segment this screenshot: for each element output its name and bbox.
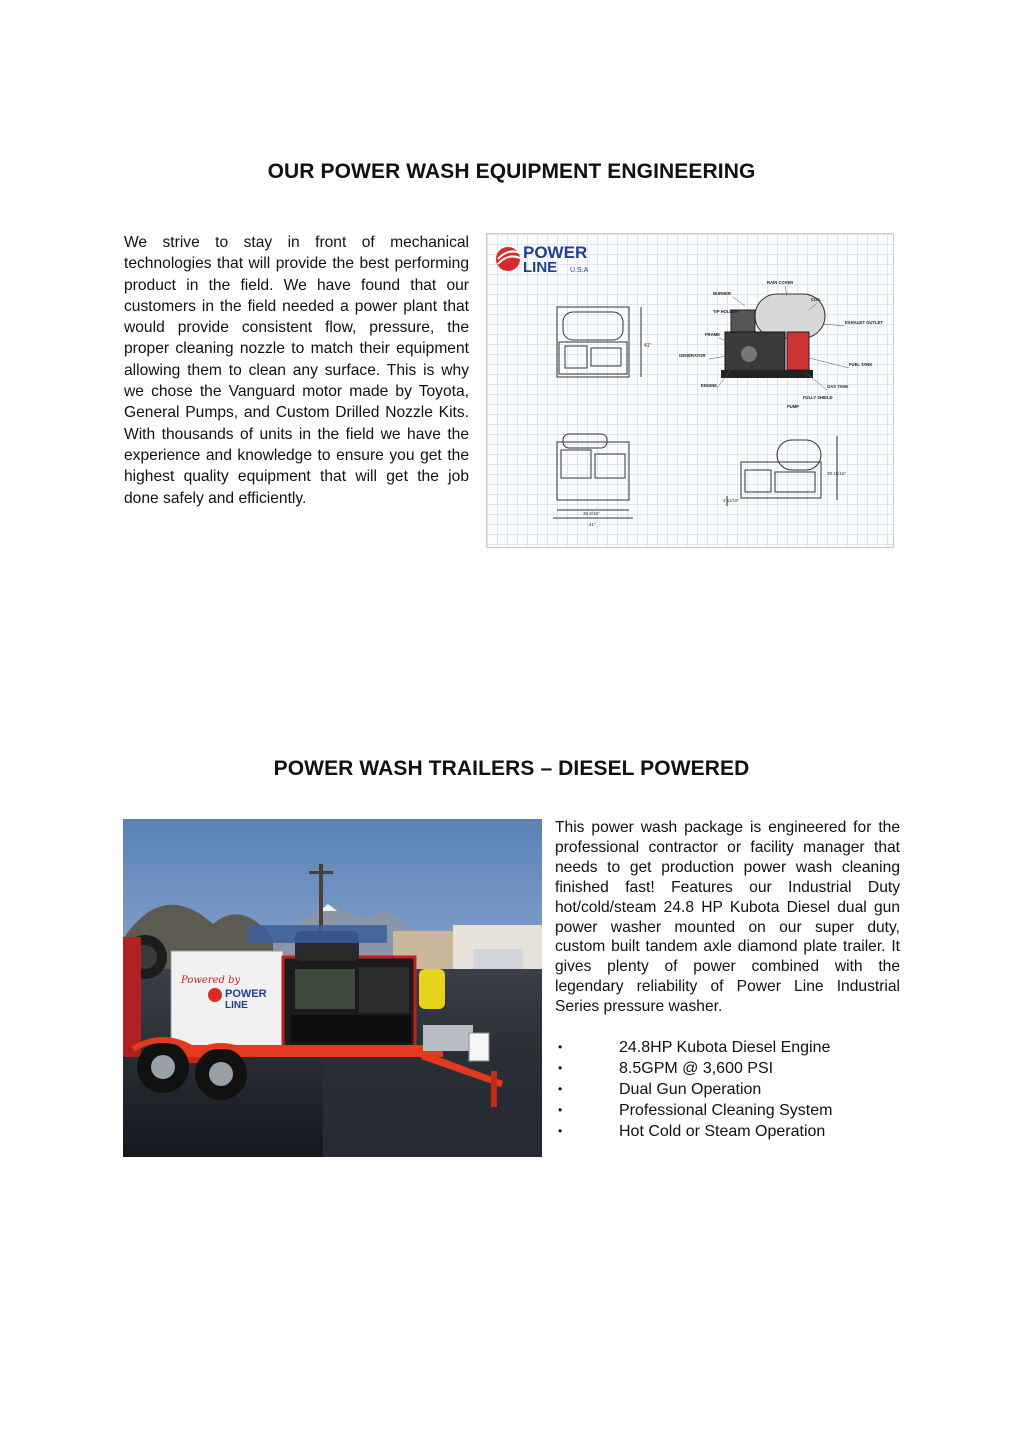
rear-view-drawing: [727, 436, 837, 506]
label-coil: COIL: [811, 297, 822, 302]
bullet-text: Hot Cold or Steam Operation: [619, 1123, 826, 1140]
bullet-text: 8.5GPM @ 3,600 PSI: [619, 1060, 774, 1077]
dim-width-a: 39 9/16": [583, 511, 600, 516]
bullet-text: Dual Gun Operation: [619, 1081, 762, 1098]
label-tip-holder: TIP HOLDER: [713, 309, 739, 314]
dim-side-small: 4 11/16": [723, 498, 740, 503]
label-engine: ENGINE: [701, 383, 718, 388]
label-generator: GENERATOR: [679, 353, 706, 358]
section-heading-trailers: POWER WASH TRAILERS – DIESEL POWERED: [273, 757, 750, 780]
label-pump: PUMP: [787, 404, 800, 409]
diesel-trailer-photo: [123, 819, 542, 1157]
feature-bullet-list: [555, 1037, 832, 1142]
bullet-text: 24.8HP Kubota Diesel Engine: [619, 1039, 831, 1056]
bullet-icon: •: [558, 1061, 563, 1075]
list-item: [555, 1121, 832, 1142]
logo-word-line: LINE: [523, 259, 558, 276]
power-line-logo: [496, 243, 589, 276]
trailer-paragraph: This power wash package is engineered for the professional contractor or facility manager that needs to get production power wash cleaning finished fast! Features our Industrial Duty hot/cold/steam 24.8 HP Kubota Diesel dual gun power washer mounted on our super duty, custom built tandem axle diamond plate trailer. It gives plenty of power combined with the legendary reliability of Power Line Industrial Series pressure washer.: [555, 819, 900, 1016]
trailer-photo-illustration: [123, 819, 542, 1157]
schematic-drawing: [487, 234, 894, 548]
side-view-drawing: [553, 434, 633, 518]
list-item: [555, 1037, 832, 1058]
label-fuel-tank: FUEL TANK: [849, 362, 873, 367]
logo-swoosh-icon: [496, 247, 520, 271]
engineering-paragraph: We strive to stay in front of mechanical technologies that will provide the best performing product in the field. We have found that our customers in the field needed a power plant that would provide consistent flow, pressure, the proper cleaning nozzle to match their equipment allowing them to clean any surface. This is why we chose the Vanguard motor made by Toyota, General Pumps, and Custom Drilled Nozzle Kits. With thousands of units in the field we have the experience and knowledge to ensure you get the highest quality equipment that will get the job done safely and efficiently.: [124, 234, 469, 507]
list-item: [555, 1100, 832, 1121]
section-heading-engineering: OUR POWER WASH EQUIPMENT ENGINEERING: [267, 160, 756, 183]
equipment-schematic-diagram: [486, 233, 894, 548]
label-exhaust-outlet: EXHAUST OUTLET: [845, 320, 883, 325]
dim-side-height: 39 15/16": [827, 471, 847, 476]
bullet-icon: •: [558, 1103, 563, 1117]
decal-word-line: LINE: [225, 1000, 248, 1011]
label-rain-cover: RAIN COVER: [767, 280, 794, 285]
bullet-icon: •: [558, 1082, 563, 1096]
logo-word-power: POWER: [523, 243, 588, 262]
decal-powered-by: Powered by: [181, 975, 241, 986]
isometric-unit-drawing: [721, 294, 825, 378]
front-view-drawing: [557, 307, 641, 377]
list-item: [555, 1058, 832, 1079]
label-burner: BURNER: [713, 291, 731, 296]
bullet-text: Professional Cleaning System: [619, 1102, 833, 1119]
logo-sub-usa: U.S.A: [570, 267, 589, 274]
dim-height-top: 41": [644, 343, 652, 349]
label-frame: FRAME: [705, 332, 720, 337]
dim-width-b: 41": [589, 522, 596, 527]
decal-word-power: POWER: [225, 988, 267, 1000]
bullet-icon: •: [558, 1040, 563, 1054]
label-gas-tank: GAS TANK: [827, 384, 849, 389]
label-fully-shield: FULLY SHIELD: [803, 395, 833, 400]
list-item: [555, 1079, 832, 1100]
bullet-icon: •: [558, 1124, 563, 1138]
